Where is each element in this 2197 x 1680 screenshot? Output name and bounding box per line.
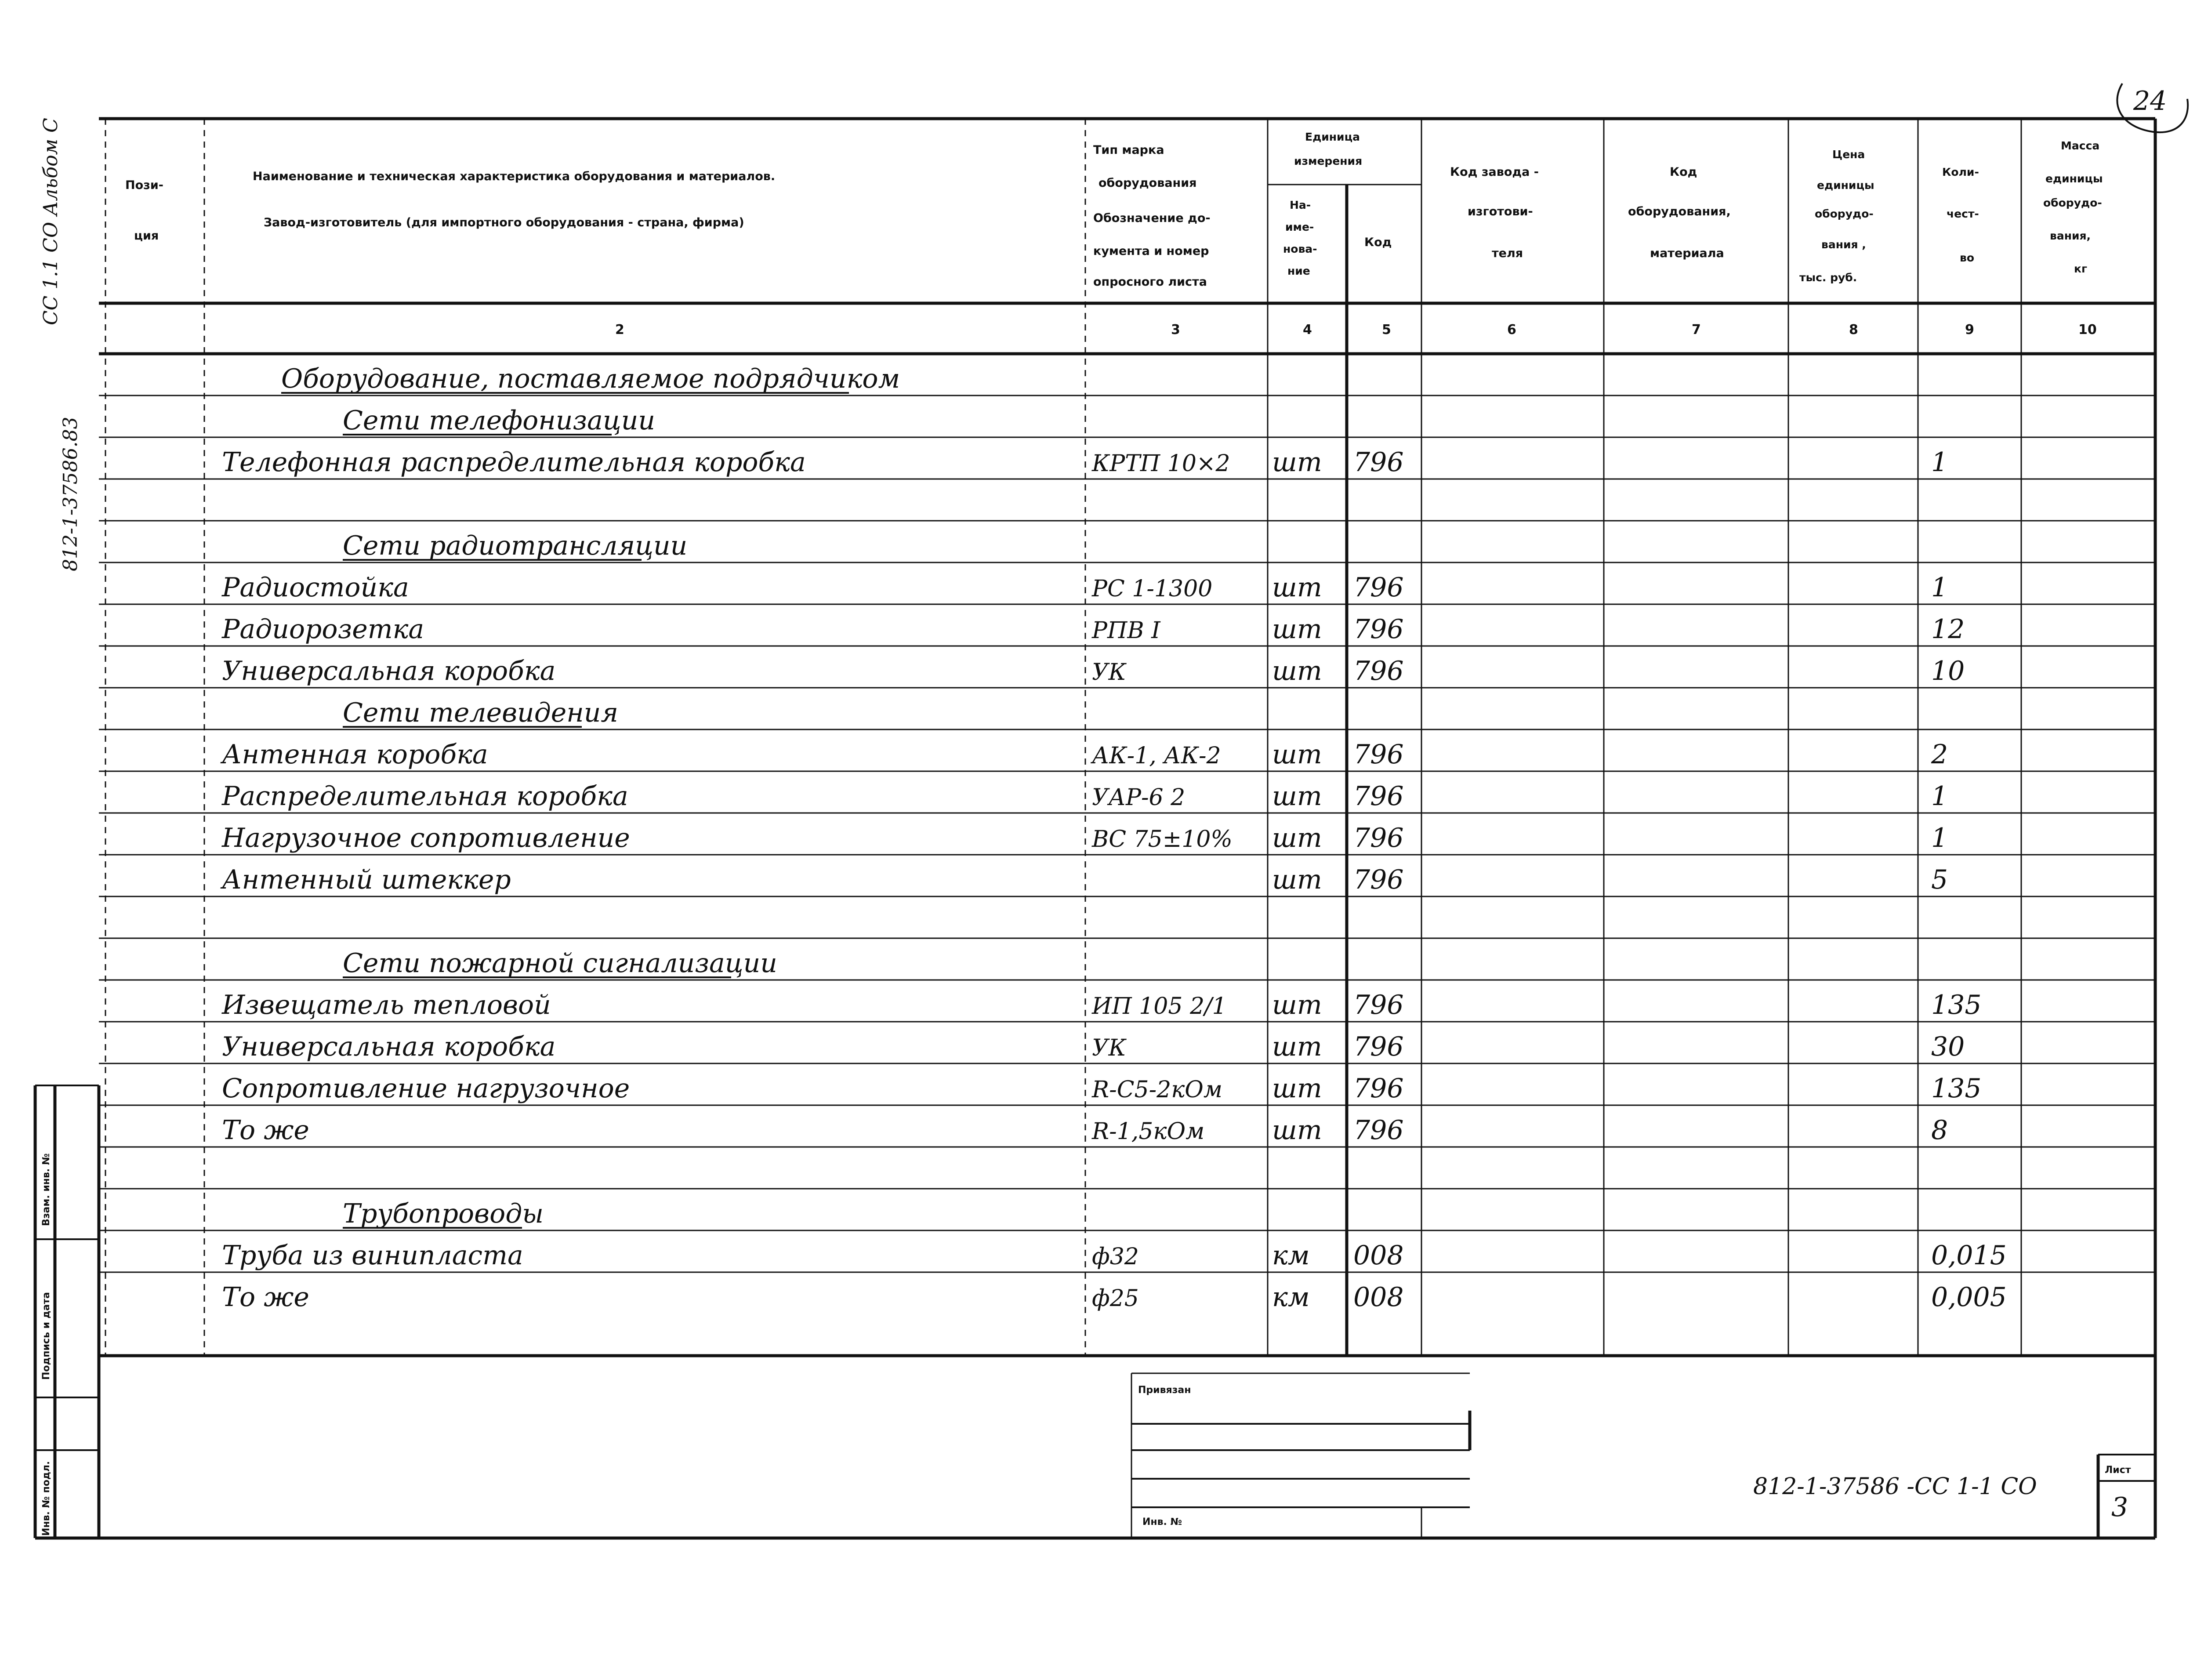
row-name: Универсальная коробка (222, 656, 556, 686)
row-name: Нагрузочное сопротивление (222, 823, 630, 853)
row-code: 796 (1353, 864, 1404, 895)
row-name: Радиорозетка (222, 614, 424, 645)
row-quantity: 135 (1931, 990, 1982, 1020)
row-code: 796 (1353, 614, 1404, 645)
left-stamp (35, 1085, 99, 1538)
row-code: 796 (1353, 1031, 1404, 1062)
col-3-header-l4: кумента и номер (1093, 244, 1209, 258)
row-code: 796 (1353, 447, 1404, 478)
row-unit: шт (1272, 739, 1322, 770)
stamp-replace-label: Взам. инв. № (41, 1153, 52, 1226)
section-heading: Сети пожарной сигнализации (343, 948, 777, 979)
row-code: 796 (1353, 781, 1404, 812)
row-unit: шт (1272, 1115, 1322, 1146)
row-name: Универсальная коробка (222, 1031, 556, 1062)
row-name: Телефонная распределительная коробка (222, 447, 806, 478)
table-row (222, 1282, 2007, 1313)
row-name: То же (222, 1115, 309, 1146)
table-row (343, 948, 777, 979)
unit-header-l2: измерения (1294, 155, 1363, 167)
row-unit: шт (1272, 864, 1322, 895)
col-10-header-l1: Масса (2061, 139, 2100, 152)
side-series-code: 812-1-37586.83 (59, 417, 82, 571)
row-quantity: 30 (1931, 1031, 1965, 1062)
row-unit: шт (1272, 447, 1322, 478)
row-unit: шт (1272, 823, 1322, 853)
table-header (125, 131, 2103, 289)
col-8-header-l5: тыс. руб. (1799, 271, 1857, 284)
section-heading: Оборудование, поставляемое подрядчиком (281, 363, 900, 394)
col-1-header-l2: ция (134, 229, 159, 243)
table-row (220, 739, 1948, 770)
unit-header-l1: Единица (1305, 131, 1360, 143)
row-name: Радиостойка (222, 572, 409, 603)
section-heading: Сети радиотрансляции (343, 530, 688, 561)
row-quantity: 0,005 (1931, 1282, 2007, 1313)
table-row (221, 614, 1965, 645)
table-row (343, 530, 687, 561)
row-code: 796 (1353, 656, 1404, 686)
col-10-header-l5: кг (2074, 262, 2088, 275)
document-code: 812-1-37586 -СС 1-1 СО (1753, 1473, 2037, 1500)
section-heading: Сети телефонизации (343, 405, 656, 436)
col-7-header-l1: Код (1670, 165, 1697, 179)
row-code: 008 (1353, 1282, 1404, 1313)
stamp-inv-label: Инв. № подл. (41, 1461, 52, 1536)
row-unit: шт (1272, 614, 1322, 645)
col-5-header: Код (1364, 236, 1392, 249)
col-num-8: 8 (1849, 322, 1858, 337)
col-8-header-l3: оборудо- (1815, 207, 1874, 220)
row-name: Антенная коробка (222, 739, 488, 770)
col-9-header-l3: во (1960, 251, 1974, 264)
table-row (281, 363, 900, 394)
col-9-header-l2: чест- (1947, 207, 1979, 220)
col-4-header-l1: На- (1290, 199, 1311, 211)
table-row (222, 1240, 2007, 1271)
col-num-9: 9 (1965, 322, 1974, 337)
row-type: УК (1092, 659, 1126, 686)
col-num-10: 10 (2078, 322, 2097, 337)
col-3-header-l5: опросного листа (1093, 275, 1207, 289)
row-type: R-С5-2кОм (1092, 1077, 1223, 1103)
row-unit: шт (1272, 1031, 1322, 1062)
row-name: Антенный штеккер (222, 864, 511, 895)
row-type: РПВ I (1092, 617, 1160, 644)
row-type: УАР-6 2 (1092, 784, 1186, 811)
row-quantity: 10 (1931, 656, 1965, 686)
col-num-3: 3 (1171, 322, 1180, 337)
row-name: То же (222, 1282, 309, 1313)
row-type: ИП 105 2/1 (1092, 993, 1227, 1020)
row-quantity: 2 (1931, 739, 1948, 770)
row-name: Распределительная коробка (222, 781, 628, 812)
col-8-header-l2: единицы (1817, 179, 1874, 192)
col-1-header-l1: Пози- (125, 178, 163, 192)
row-name: Извещатель тепловой (222, 990, 551, 1020)
table-row (343, 405, 655, 436)
table-row (343, 1198, 544, 1229)
col-6-header-l2: изготови- (1468, 205, 1533, 218)
sheet-number: 3 (2111, 1492, 2128, 1523)
section-heading: Сети телевидения (343, 697, 619, 728)
page-number-mark (2117, 83, 2188, 132)
table-row (222, 1073, 1982, 1104)
col-8-header-l4: вания , (1821, 238, 1866, 251)
privyazan-label: Привязан (1138, 1385, 1191, 1396)
table-row (222, 656, 1965, 686)
col-4-header-l2: име- (1285, 221, 1314, 233)
table-row (220, 864, 1948, 895)
row-type: АК-1, АК-2 (1092, 743, 1221, 769)
table-row (343, 697, 618, 728)
col-4-header-l4: ние (1287, 265, 1310, 277)
row-unit: км (1272, 1240, 1310, 1271)
row-code: 008 (1353, 1240, 1404, 1271)
row-quantity: 1 (1931, 823, 1948, 853)
column-numbers-row (615, 322, 2097, 337)
row-type: УК (1092, 1035, 1126, 1061)
row-code: 796 (1353, 1115, 1404, 1146)
row-type: ВС 75±10% (1092, 826, 1233, 853)
col-10-header-l4: вания, (2050, 229, 2091, 242)
row-code: 796 (1353, 739, 1404, 770)
row-type: ф32 (1092, 1244, 1139, 1270)
col-7-header-l2: оборудования, (1628, 205, 1731, 218)
col-3-header-l1: Тип марка (1093, 143, 1164, 157)
row-code: 796 (1353, 823, 1404, 853)
col-num-4: 4 (1303, 322, 1312, 337)
section-heading: Трубопроводы (343, 1198, 544, 1229)
col-num-7: 7 (1692, 322, 1701, 337)
col-9-header-l1: Коли- (1942, 166, 1979, 178)
footer-block (1131, 1373, 2155, 1538)
row-unit: шт (1272, 656, 1322, 686)
col-2-header-l2: Завод-изготовитель (для импортного оборудования - страна, фирма) (264, 216, 744, 229)
row-type: КРТП 10×2 (1092, 450, 1230, 477)
row-quantity: 5 (1931, 864, 1948, 895)
col-6-header-l3: теля (1492, 247, 1523, 260)
stamp-sign-label: Подпись и дата (41, 1292, 52, 1380)
row-code: 796 (1353, 990, 1404, 1020)
row-unit: шт (1272, 1073, 1322, 1104)
row-code: 796 (1353, 1073, 1404, 1104)
col-6-header-l1: Код завода - (1450, 165, 1539, 179)
table-body (220, 363, 2007, 1313)
row-quantity: 1 (1931, 447, 1948, 478)
side-album-code: СС 1.1 СО Альбом С (40, 118, 62, 325)
row-quantity: 135 (1931, 1073, 1982, 1104)
col-3-header-l3: Обозначение до- (1093, 211, 1211, 225)
col-8-header-l1: Цена (1832, 148, 1865, 161)
table-row (222, 1031, 1965, 1062)
col-3-header-l2: оборудования (1098, 176, 1197, 190)
page-number: 24 (2133, 86, 2167, 116)
col-7-header-l3: материала (1650, 247, 1724, 260)
row-name: Труба из винипласта (222, 1240, 523, 1271)
table-row (221, 990, 1982, 1020)
row-quantity: 1 (1931, 781, 1948, 812)
row-quantity: 1 (1931, 572, 1948, 603)
inv-no-label: Инв. № (1142, 1517, 1182, 1528)
row-quantity: 0,015 (1931, 1240, 2007, 1271)
col-2-header-l1: Наименование и техническая характеристика оборудования и материалов. (253, 170, 776, 183)
sheet-label: Лист (2105, 1465, 2131, 1476)
row-unit: шт (1272, 572, 1322, 603)
row-unit: шт (1272, 990, 1322, 1020)
col-4-header-l3: нова- (1283, 243, 1317, 255)
col-num-5: 5 (1382, 322, 1391, 337)
row-type: R-1,5кОм (1092, 1118, 1205, 1145)
row-type: РС 1-1300 (1092, 576, 1213, 602)
row-type: ф25 (1092, 1285, 1139, 1312)
col-num-2: 2 (615, 322, 624, 337)
row-unit: шт (1272, 781, 1322, 812)
row-name: Сопротивление нагрузочное (222, 1073, 630, 1104)
row-code: 796 (1353, 572, 1404, 603)
row-quantity: 12 (1931, 614, 1965, 645)
row-quantity: 8 (1931, 1115, 1948, 1146)
col-10-header-l2: единицы (2045, 172, 2103, 185)
row-unit: км (1272, 1282, 1310, 1313)
col-num-6: 6 (1507, 322, 1516, 337)
col-10-header-l3: оборудо- (2043, 196, 2102, 209)
